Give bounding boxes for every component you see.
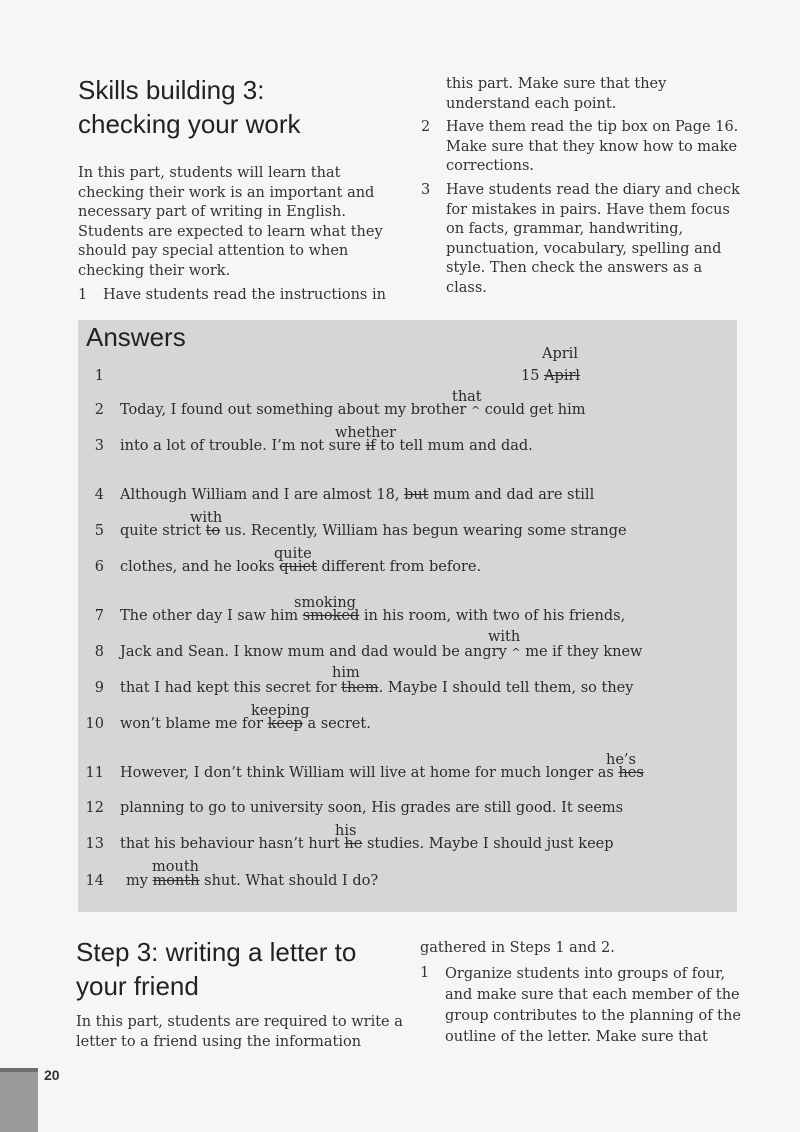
line-number: 2 [94, 402, 104, 418]
list-item-text: Have students read the instructions in [103, 287, 386, 303]
intro-line: checking their work is an important and [78, 184, 375, 201]
answer-line [120, 679, 633, 698]
section-heading [78, 73, 301, 141]
answer-text: Today, I found out something about my brother [120, 402, 471, 418]
answer-text: into a lot of trouble. I’m not sure [120, 438, 366, 454]
answer-text: us. Recently, William has begun wearing some strange [220, 523, 627, 539]
intro-paragraph [78, 164, 383, 281]
line-number: 10 [85, 716, 104, 732]
list-item-text [446, 181, 741, 298]
line-number: 5 [94, 523, 104, 539]
answer-text: to tell mum and dad. [375, 438, 533, 454]
list-item-number: 2 [421, 119, 431, 135]
correction-text: with [190, 510, 223, 526]
intro-line: should pay special attention to when [78, 243, 349, 259]
deleted-word: Apirl [544, 368, 581, 384]
correction-text: smoking [294, 595, 356, 611]
correction-text: keeping [251, 703, 310, 719]
intro-line: letter to a friend using the information [76, 1033, 362, 1050]
deleted-word: month [152, 873, 200, 889]
answer-text: could get him [480, 402, 586, 418]
page-corner-edge [0, 1068, 38, 1072]
line-number: 12 [85, 800, 104, 816]
answer-line [126, 872, 378, 891]
answers-title: Answers [86, 322, 186, 352]
page-number: 20 [44, 1067, 60, 1083]
answer-line [120, 764, 644, 783]
correction-text: he’s [606, 752, 636, 768]
intro-line: necessary part of writing in English. [78, 204, 347, 220]
answer-text: studies. Maybe I should just keep [362, 836, 614, 852]
list-item-text [446, 118, 738, 177]
deleted-word: them [341, 680, 379, 696]
list-item-number: 3 [421, 182, 431, 198]
answer-line [120, 835, 614, 854]
answer-text: shut. What should I do? [199, 873, 379, 889]
correction-text: April [542, 346, 578, 362]
line-number: 11 [85, 765, 104, 781]
intro-line: In this part, students are required to write a [76, 1014, 403, 1030]
list-item-line: Organize students into groups of four, [445, 966, 726, 982]
answer-line [120, 607, 625, 626]
answer-text: Jack and Sean. I know mum and dad would be angry [120, 644, 512, 660]
answer-text: that his behaviour hasn’t hurt [120, 836, 345, 852]
answer-line [120, 522, 627, 541]
answer-text: clothes, and he looks [120, 559, 280, 575]
answer-text: that I had kept this secret for [120, 680, 342, 696]
correction-text: his [335, 823, 357, 839]
insertion-caret: ^ [511, 646, 521, 659]
answer-text: However, I don’t think William will live at home for much longer as [120, 765, 619, 781]
list-item-text [445, 964, 741, 1048]
correction-text: with [488, 629, 521, 645]
section-heading [76, 935, 356, 1003]
deleted-word: keep [267, 716, 303, 732]
insertion-caret: ^ [470, 404, 481, 417]
list-item-line: for mistakes in pairs. Have them focus [446, 201, 730, 218]
correction-text: that [452, 389, 482, 405]
deleted-word: hes [618, 765, 644, 781]
answer-text: different from before. [316, 559, 482, 575]
answer-text: in his room, with two of his friends, [359, 608, 626, 624]
answer-line [120, 401, 586, 420]
page-corner-tab [0, 1068, 38, 1132]
deleted-word: if [365, 438, 376, 454]
list-item-number: 1 [78, 287, 88, 303]
intro-line: checking their work. [78, 262, 231, 279]
list-item-line: punctuation, vocabulary, spelling and [446, 240, 722, 257]
list-item-continuation [446, 75, 666, 114]
line-number: 7 [94, 608, 104, 624]
answer-line [120, 715, 371, 734]
answer-text: The other day I saw him [120, 608, 303, 624]
deleted-word: but [404, 487, 429, 503]
section-heading-line: checking your work [78, 109, 301, 139]
answer-text: mum and dad are still [428, 487, 595, 503]
intro-continuation: gathered in Steps 1 and 2. [420, 940, 615, 956]
answer-text: 15 [521, 368, 545, 384]
line-number: 8 [94, 644, 104, 660]
list-item-line: style. Then check the answers as a class. [446, 260, 703, 296]
answer-line [521, 367, 580, 386]
deleted-word: he [344, 836, 363, 852]
correction-text: whether [335, 425, 397, 441]
intro-paragraph [76, 1013, 403, 1052]
line-number: 6 [94, 559, 104, 575]
line-number: 13 [85, 836, 104, 852]
list-item-line: on facts, grammar, handwriting, [446, 221, 684, 237]
intro-line: Students are expected to learn what they [78, 223, 383, 240]
line-number: 14 [85, 873, 104, 889]
list-item-number: 1 [420, 965, 430, 981]
list-item-line: and make sure that each member of the [445, 987, 740, 1003]
correction-text: mouth [152, 859, 199, 875]
section-heading-line: your friend [76, 971, 199, 1001]
answer-text: a secret. [302, 716, 371, 732]
line-number: 1 [94, 368, 104, 384]
answer-line [120, 437, 533, 456]
line-number: 4 [94, 487, 104, 503]
list-item-line: Have them read the tip box on Page 16. [446, 119, 739, 135]
answer-line [120, 558, 481, 577]
answer-text: Although William and I are almost 18, [120, 487, 405, 503]
section-heading-line: Skills building 3: [78, 75, 265, 105]
section-heading-line: Step 3: writing a letter to [76, 937, 357, 967]
list-item-line: corrections. [446, 158, 534, 174]
intro-line: In this part, students will learn that [78, 165, 341, 181]
answer-text: won’t blame me for [120, 716, 268, 732]
list-item-line: outline of the letter. Make sure that [445, 1029, 708, 1045]
answer-text: quite strict [120, 523, 206, 539]
answer-text: me if they knew [520, 644, 643, 660]
list-item-line: this part. Make sure that they [446, 76, 667, 92]
answer-text: my [126, 873, 153, 889]
deleted-word: smoked [302, 608, 360, 624]
line-number: 9 [94, 680, 104, 696]
list-item-line: group contributes to the planning of the [445, 1008, 741, 1024]
list-item-line: understand each point. [446, 95, 617, 112]
list-item-line: Make sure that they know how to make [446, 138, 738, 155]
answer-line [120, 643, 642, 662]
deleted-word: quiet [279, 559, 317, 575]
list-item-line: Have students read the diary and check [446, 182, 740, 198]
line-number: 3 [94, 438, 104, 454]
deleted-word: to [205, 523, 221, 539]
answer-text: . Maybe I should tell them, so they [378, 680, 634, 696]
answer-line [120, 486, 594, 505]
correction-text: him [332, 665, 360, 681]
answer-line: planning to go to university soon, His grades are still good. It seems [120, 800, 624, 816]
correction-text: quite [274, 546, 312, 562]
